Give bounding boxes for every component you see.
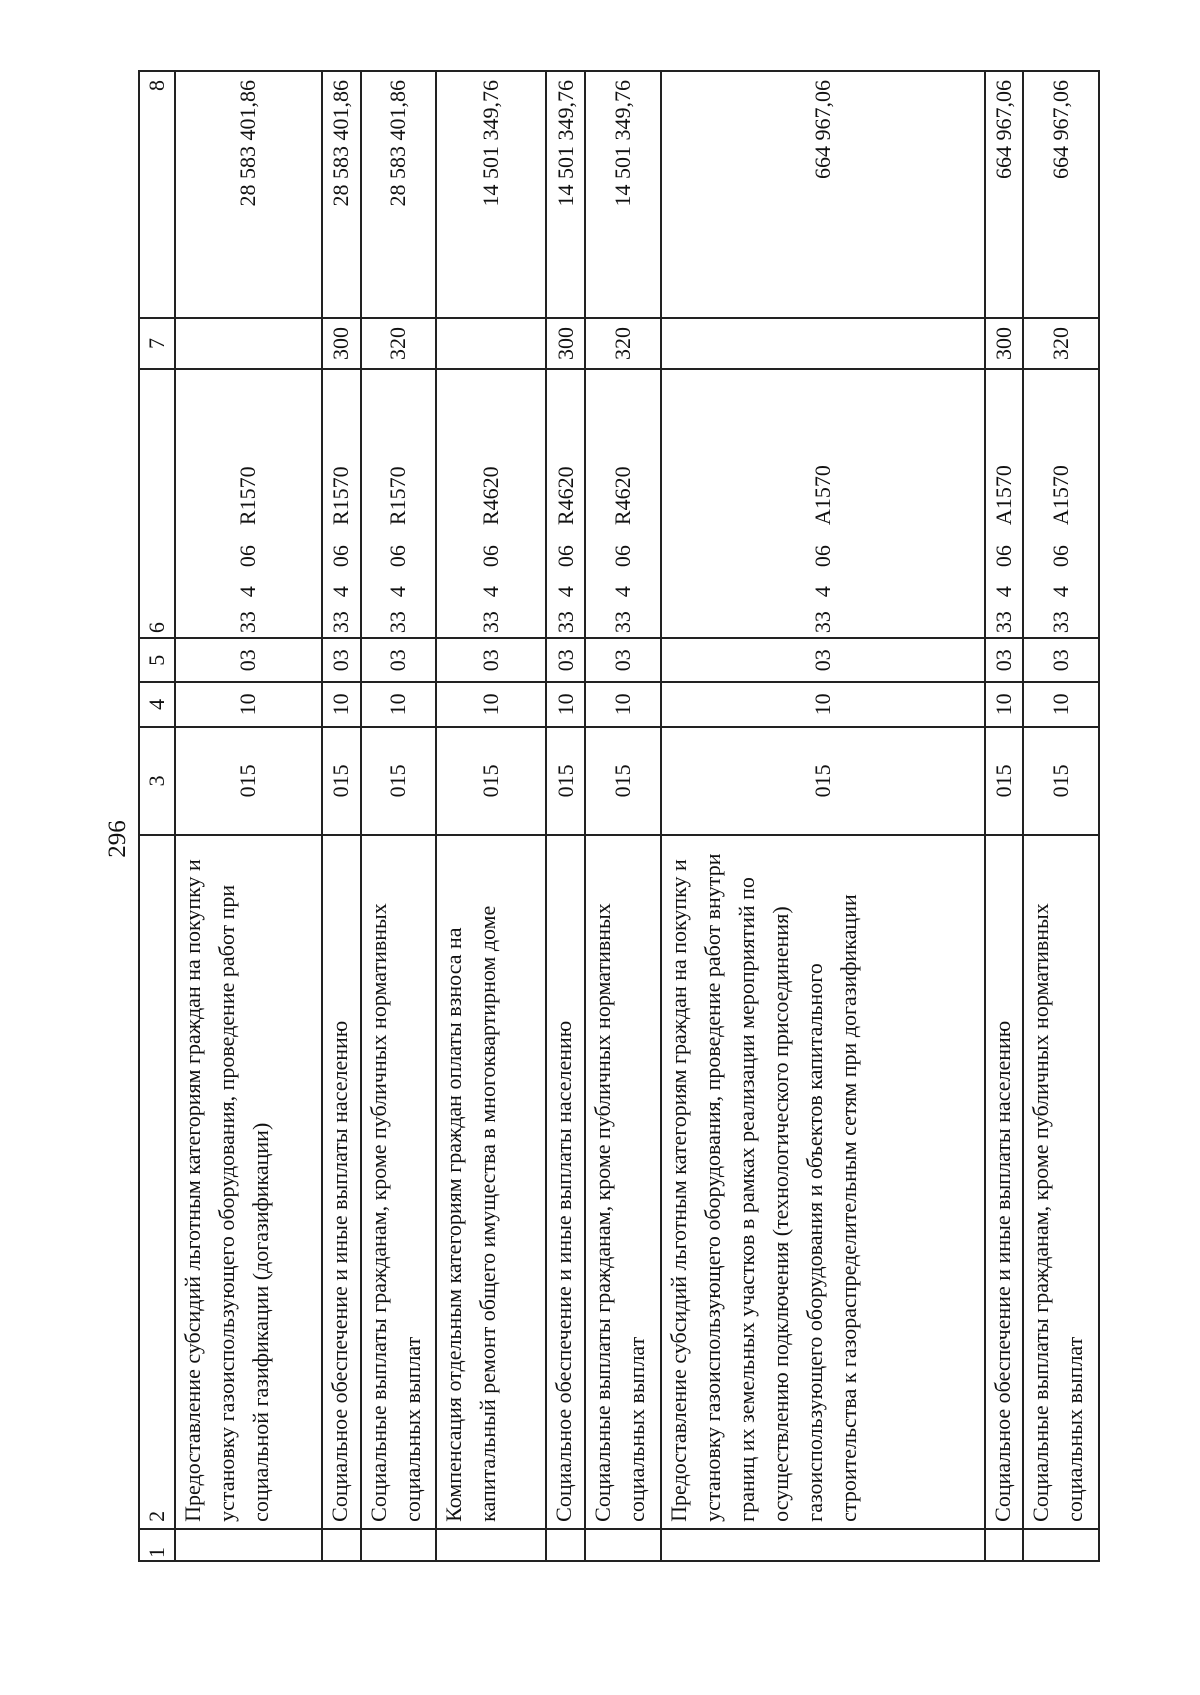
cell-col-5: 03 — [585, 638, 661, 682]
code-part: 06 — [990, 545, 1016, 568]
code-part: 4 — [609, 586, 635, 598]
cell-col-4: 10 — [585, 682, 661, 726]
code-part: 06 — [328, 545, 354, 568]
header-col-1: 1 — [139, 1529, 175, 1561]
budget-table-rotated — [138, 70, 1100, 1562]
cell-amount: 14 501 349,76 — [436, 71, 546, 318]
cell-amount: 664 967,06 — [985, 71, 1024, 318]
cell-col-1 — [175, 1529, 322, 1561]
cell-amount: 14 501 349,76 — [585, 71, 661, 318]
code-part: 4 — [235, 586, 261, 598]
cell-col-4: 10 — [175, 682, 322, 726]
cell-description: Компенсация отдельным категориям граждан оплаты взноса на капитальный ремонт общего имущества в многоквартирном доме — [436, 835, 546, 1529]
header-col-3: 3 — [139, 727, 175, 836]
code-part: 33 — [235, 611, 261, 634]
code-part: 06 — [235, 545, 261, 568]
cell-col-5: 03 — [985, 638, 1024, 682]
cell-col-7 — [175, 318, 322, 368]
cell-col-5: 03 — [546, 638, 585, 682]
cell-description: Социальные выплаты гражданам, кроме публичных нормативных социальных выплат — [1023, 835, 1099, 1529]
cell-col-7: 320 — [1023, 318, 1099, 368]
header-col-2: 2 — [139, 835, 175, 1529]
code-part: 4 — [478, 586, 504, 598]
cell-col-3: 015 — [322, 727, 361, 836]
code-part: 4 — [1048, 586, 1074, 598]
cell-col-4: 10 — [546, 682, 585, 726]
cell-col-5: 03 — [175, 638, 322, 682]
table-row — [985, 71, 1024, 1561]
cell-col-1 — [661, 1529, 985, 1561]
table-row — [436, 71, 546, 1561]
cell-col-3: 015 — [436, 727, 546, 836]
cell-amount: 664 967,06 — [1023, 71, 1099, 318]
cell-code — [322, 369, 361, 638]
cell-col-4: 10 — [661, 682, 985, 726]
code-part: R4620 — [552, 466, 578, 526]
cell-code — [546, 369, 585, 638]
table-row — [661, 71, 985, 1561]
page-number: 296 — [104, 820, 131, 858]
cell-col-3: 015 — [1023, 727, 1099, 836]
cell-amount: 28 583 401,86 — [361, 71, 437, 318]
code-part: 33 — [990, 611, 1016, 634]
cell-code — [436, 369, 546, 638]
header-col-5: 5 — [139, 638, 175, 682]
code-part: 33 — [552, 611, 578, 634]
cell-code — [585, 369, 661, 638]
cell-description: Социальное обеспечение и иные выплаты населению — [322, 835, 361, 1529]
code-part: A1570 — [809, 465, 835, 526]
cell-col-3: 015 — [661, 727, 985, 836]
cell-col-3: 015 — [361, 727, 437, 836]
code-part: 06 — [385, 545, 411, 568]
cell-code — [661, 369, 985, 638]
cell-col-5: 03 — [1023, 638, 1099, 682]
code-part: R1570 — [385, 466, 411, 526]
code-part: A1570 — [1048, 465, 1074, 526]
cell-col-4: 10 — [361, 682, 437, 726]
cell-col-7 — [661, 318, 985, 368]
code-part: 4 — [552, 586, 578, 598]
code-part: 33 — [1048, 611, 1074, 634]
cell-col-3: 015 — [175, 727, 322, 836]
cell-col-3: 015 — [546, 727, 585, 836]
code-part: R1570 — [235, 466, 261, 526]
cell-col-5: 03 — [322, 638, 361, 682]
code-part: 4 — [809, 586, 835, 598]
table-row — [322, 71, 361, 1561]
code-part: 06 — [609, 545, 635, 568]
code-part: 4 — [385, 586, 411, 598]
code-part: 06 — [809, 545, 835, 568]
cell-col-5: 03 — [436, 638, 546, 682]
cell-col-4: 10 — [1023, 682, 1099, 726]
cell-description: Социальные выплаты гражданам, кроме публичных нормативных социальных выплат — [361, 835, 437, 1529]
cell-col-4: 10 — [985, 682, 1024, 726]
cell-description: Социальное обеспечение и иные выплаты населению — [546, 835, 585, 1529]
code-part: R4620 — [609, 466, 635, 526]
code-part: 33 — [478, 611, 504, 634]
cell-col-7: 320 — [361, 318, 437, 368]
code-part: 33 — [609, 611, 635, 634]
table-row — [175, 71, 322, 1561]
header-col-6: 6 — [139, 369, 175, 638]
cell-code — [985, 369, 1024, 638]
cell-col-7 — [436, 318, 546, 368]
header-col-7: 7 — [139, 318, 175, 368]
cell-col-5: 03 — [361, 638, 437, 682]
cell-col-7: 300 — [985, 318, 1024, 368]
cell-code — [361, 369, 437, 638]
cell-code — [175, 369, 322, 638]
cell-col-3: 015 — [585, 727, 661, 836]
code-part: 06 — [478, 545, 504, 568]
code-part: 4 — [328, 586, 354, 598]
table-row — [1023, 71, 1099, 1561]
header-row — [139, 71, 175, 1561]
cell-amount: 664 967,06 — [661, 71, 985, 318]
cell-col-5: 03 — [661, 638, 985, 682]
cell-col-7: 300 — [546, 318, 585, 368]
budget-table — [138, 70, 1100, 1562]
table-row — [585, 71, 661, 1561]
cell-col-3: 015 — [985, 727, 1024, 836]
code-part: R1570 — [328, 466, 354, 526]
table-row — [546, 71, 585, 1561]
cell-col-1 — [546, 1529, 585, 1561]
header-col-4: 4 — [139, 682, 175, 726]
cell-col-7: 300 — [322, 318, 361, 368]
cell-description: Предоставление субсидий льготным категориям граждан на покупку и установку газоиспользующего оборудования, проведение работ внутри границ их земельных участков в рамках реализации мероприятий по осуществлению подключения (технологического присоединения) газоиспользующего оборудования и объектов капитального строительства к газораспределительным сетям при догазификации — [661, 835, 985, 1529]
cell-col-1 — [585, 1529, 661, 1561]
cell-description: Социальные выплаты гражданам, кроме публичных нормативных социальных выплат — [585, 835, 661, 1529]
cell-amount: 28 583 401,86 — [322, 71, 361, 318]
code-part: 4 — [990, 586, 1016, 598]
table-row — [361, 71, 437, 1561]
code-part: 33 — [328, 611, 354, 634]
cell-col-1 — [1023, 1529, 1099, 1561]
code-part: A1570 — [990, 465, 1016, 526]
cell-col-4: 10 — [322, 682, 361, 726]
cell-description: Социальное обеспечение и иные выплаты населению — [985, 835, 1024, 1529]
cell-col-1 — [985, 1529, 1024, 1561]
code-part: 33 — [809, 611, 835, 634]
cell-amount: 28 583 401,86 — [175, 71, 322, 318]
cell-description: Предоставление субсидий льготным категориям граждан на покупку и установку газоиспользующего оборудования, проведение работ при социальной газификации (догазификации) — [175, 835, 322, 1529]
code-part: 06 — [1048, 545, 1074, 568]
cell-col-1 — [436, 1529, 546, 1561]
cell-code — [1023, 369, 1099, 638]
code-part: 06 — [552, 545, 578, 568]
code-part: R4620 — [478, 466, 504, 526]
cell-col-1 — [361, 1529, 437, 1561]
cell-col-7: 320 — [585, 318, 661, 368]
cell-col-1 — [322, 1529, 361, 1561]
code-part: 33 — [385, 611, 411, 634]
cell-col-4: 10 — [436, 682, 546, 726]
header-col-8: 8 — [139, 71, 175, 318]
cell-amount: 14 501 349,76 — [546, 71, 585, 318]
